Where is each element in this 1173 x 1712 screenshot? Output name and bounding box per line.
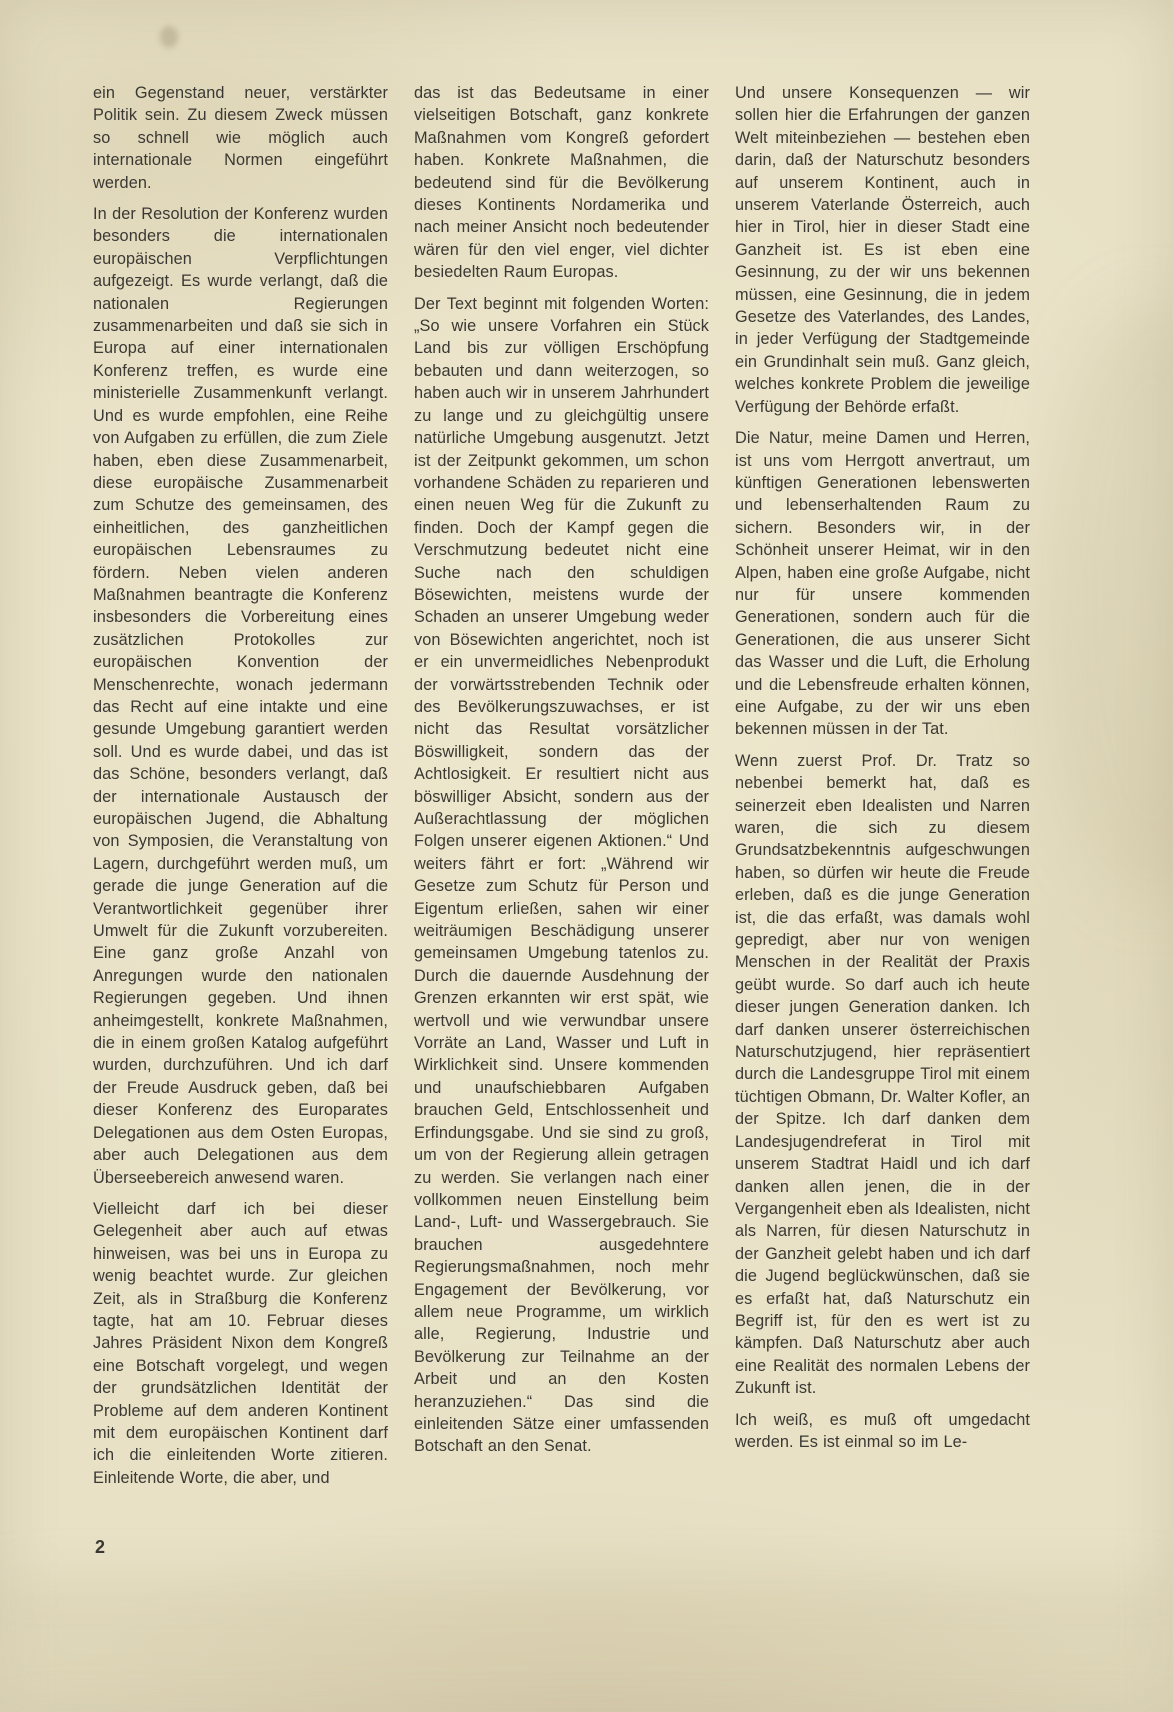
paragraph: Vielleicht darf ich bei dieser Gelegenheit aber auch auf etwas hinweisen, was bei uns in Europa zu wenig beachtet wurde. Zur gleichen Zeit, als in Straßburg die Konferenz tagte, hat am 10. Februar dieses Jahres Präsident Nixon dem Kongreß eine Botschaft vorgelegt, und wegen der grundsätzlichen Identität der Probleme auf dem anderen Kontinent mit dem europäischen Kontinent darf ich die einleitenden Worte zitieren. Einleitende Worte, die aber, und	[93, 1199, 388, 1487]
page-number: 2	[95, 1537, 106, 1557]
paper-shading-bottom	[0, 1580, 1173, 1712]
paragraph: Der Text beginnt mit folgenden Worten: „So wie unsere Vorfahren ein Stück Land bis zur völligen Erschöpfung bebauten und dann weiterzogen, so haben auch wir in unserem Jahrhundert zu lange und zu gleichgültig unsere natürliche Umgebung ausgenutzt. Jetzt ist der Zeitpunkt gekommen, um schon vorhandene Schäden zu reparieren und einen neuen Weg für die Zukunft zu finden. Doch der Kampf gegen die Verschmutzung bedeutet nicht eine Suche nach den schuldigen Bösewichten, meistens wurde der Schaden an unserer Umgebung weder von Bösewichten angerichtet, noch ist er ein unvermeidliches Nebenprodukt der vorwärtsstrebenden Technik oder des Bevölkerungszuwachses, er ist nicht das Resultat vorsätzlicher Böswilligkeit, sondern das der Achtlosigkeit. Er resultiert nicht aus böswilliger Absicht, sondern aus der Außerachtlassung der möglichen Folgen unserer eigenen Aktionen.“ Und weiters fährt er fort: „Während wir Gesetze zum Schutz für Person und Eigentum erließen, sahen wir einer weiträumigen Beschädigung unserer gemeinsamen Umgebung tatenlos zu. Durch die dauernde Ausdehnung der Grenzen erkannten wir erst spät, wie wertvoll und wie verwundbar unsere Vorräte an Land, Wasser und Luft in Wirklichkeit sind. Unsere kommenden und unaufschiebbaren Aufgaben brauchen Geld, Entschlossenheit und Erfindungsgabe. Und sie sind zu groß, um von der Regierung allein getragen zu werden. Sie verlangen nach einer vollkommen neuen Einstellung beim Land-, Luft- und Wassergebrauch. Sie brauchen ausgedehntere Regierungsmaßnahmen, noch mehr Engagement der Bevölkerung, vor allem neue Programme, um wirklich alle, Regierung, Industrie und Bevölkerung zur Teilnahme an der Arbeit und an den Kosten heranzuziehen.“ Das sind die einleitenden Sätze einer umfassenden Botschaft an den Senat.	[414, 294, 709, 1456]
paper-stain	[160, 26, 178, 48]
paragraph: Ich weiß, es muß oft umgedacht werden. Es ist einmal so im Le-	[735, 1410, 1030, 1451]
text-columns	[93, 82, 1030, 1498]
paragraph: In der Resolution der Konferenz wurden besonders die internationalen europäischen Verpflichtungen aufgezeigt. Es wurde verlangt, daß die nationalen Regierungen zusammenarbeiten und daß sie sich in Europa auf einer internationalen Konferenz treffen, es wurde eine ministerielle Zusammenkunft verlangt. Und es wurde empfohlen, eine Reihe von Aufgaben zu erfüllen, die zum Ziele haben, eben diese Zusammenarbeit, diese europäische Zusammenarbeit zum Schutze des gemeinsamen, des einheitlichen, des ganzheitlichen europäischen Lebensraumes zu fördern. Neben vielen anderen Maßnahmen beantragte die Konferenz insbesonders die Vorbereitung eines zusätzlichen Protokolles zur europäischen Konvention der Menschenrechte, wonach jedermann das Recht auf eine intakte und eine gesunde Umgebung garantiert werden soll. Und es wurde dabei, und das ist das Schöne, besonders verlangt, daß der internationale Austausch der europäischen Jugend, die Abhaltung von Symposien, die Veranstaltung von Lagern, durchgeführt werden muß, um gerade die junge Generation auf die Verantwortlichkeit gegenüber ihrer Umwelt für die Zukunft vorzubereiten. Eine ganz große Anzahl von Anregungen wurde den nationalen Regierungen gegeben. Und ihnen anheimgestellt, konkrete Maßnahmen, die in einem großen Katalog aufgeführt wurden, durchzuführen. Und ich darf der Freude Ausdruck geben, daß bei dieser Konferenz des Europarates Delegationen aus dem Osten Europas, aber auch Delegationen aus dem Überseebereich anwesend waren.	[93, 205, 388, 1187]
paper-shading	[1040, 300, 1173, 900]
paragraph: das ist das Bedeutsame in einer vielseitigen Botschaft, ganz konkrete Maßnahmen vom Kongreß gefordert haben. Konkrete Maßnahmen, die bedeutend sind für die Bevölkerung dieses Kontinents Nordamerika und nach meiner Ansicht noch bedeutender wären für den viel enger, viel dichter besiedelten Raum Europas.	[414, 84, 709, 282]
paragraph: ein Gegenstand neuer, verstärkter Politik sein. Zu diesem Zweck müssen so schnell wie möglich auch internationale Normen eingeführt werden.	[93, 84, 388, 192]
paragraph: Die Natur, meine Damen und Herren, ist uns vom Herrgott anvertraut, um künftigen Generationen lebenswerten und lebenserhaltenden Raum zu sichern. Besonders wir, in der Schönheit unserer Heimat, wir in den Alpen, haben eine große Aufgabe, nicht nur für unsere kommenden Generationen, sondern auch für die Generationen, die aus unserer Sicht das Wasser und die Luft, die Erholung und die Lebensfreude erhalten können, eine Aufgabe, zu der wir uns eben bekennen müssen in der Tat.	[735, 429, 1030, 739]
text-column-2	[414, 82, 709, 1498]
paragraph: Und unsere Konsequenzen — wir sollen hier die Erfahrungen der ganzen Welt miteinbeziehen — bestehen eben darin, daß der Naturschutz besonders auf unserem Kontinent, auch in unserem Vaterlande Österreich, auch hier in Tirol, hier in dieser Stadt eine Ganzheit ist. Es ist eben eine Gesinnung, zu der wir uns bekennen müssen, eine Gesinnung, die in jedem Gesetze des Vaterlandes, des Landes, in jeder Verfügung der Stadtgemeinde ein Grundinhalt sein muß. Ganz gleich, welches konkrete Problem die jeweilige Verfügung der Behörde erfaßt.	[735, 84, 1030, 416]
text-column-3	[735, 82, 1030, 1498]
paragraph: Wenn zuerst Prof. Dr. Tratz so nebenbei bemerkt hat, daß es seinerzeit eben Idealisten und Narren waren, die sich zu diesem Grundsatzbekenntnis aufgeschwungen haben, so dürfen wir heute die Freude erleben, daß es die junge Generation ist, die das erfaßt, was damals wohl gepredigt, aber nur von wenigen Menschen in der Realität der Praxis geübt wurde. So darf auch ich heute dieser jungen Generation danken. Ich darf danken unserer österreichischen Naturschutzjugend, hier repräsentiert durch die Landesgruppe Tirol mit einem tüchtigen Obmann, Dr. Walter Kofler, an der Spitze. Ich darf danken dem Landesjugendreferat in Tirol mit unserem Stadtrat Haidl und ich darf danken allen jenen, die in der Vergangenheit eben als Idealisten, nicht als Narren, für diesen Naturschutz in der Ganzheit gelebt haben und ich darf die Jugend beglückwünschen, daß sie es erfaßt hat, daß Naturschutz ein Begriff ist, für den es wert ist zu kämpfen. Daß Naturschutz aber auch eine Realität des normalen Lebens der Zukunft ist.	[735, 751, 1030, 1398]
text-column-1	[93, 82, 388, 1498]
